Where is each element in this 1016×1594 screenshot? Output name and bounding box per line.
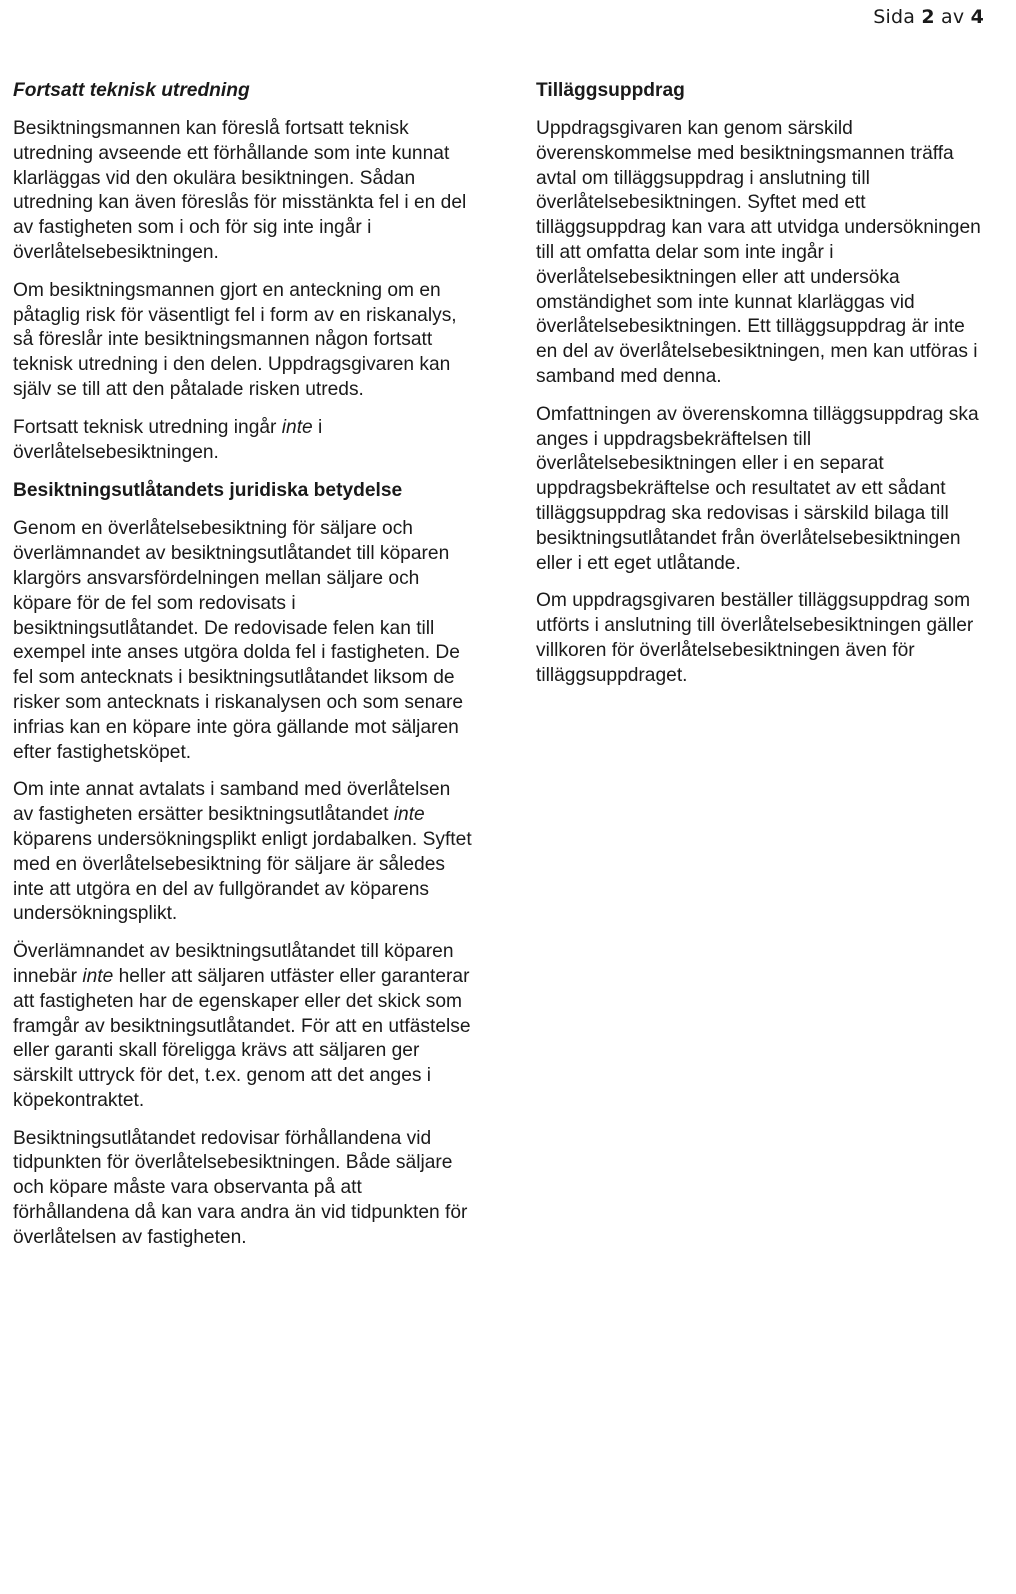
- paragraph-utfastelse: [13, 940, 473, 1114]
- text-segment: Om inte annat avtalats i samband med överlåtelsen av fastigheten ersätter besiktningsutlåtandet: [13, 779, 451, 826]
- page-number-total: 4: [970, 6, 984, 28]
- paragraph-tillaggsuppdrag-omfattning: Omfattningen av överenskomna tilläggsuppdrag ska anges i uppdragsbekräftelsen till överlåtelsebesiktningen eller i en separat uppdragsbekräftelse och resultatet av ett sådant tilläggsuppdrag ska redovisas i särskild bilaga till besiktningsutlåtandet från överlåtelsebesiktningen eller i ett eget utlåtande.: [536, 403, 979, 574]
- heading-juridisk-betydelse: Besiktningsutlåtandets juridiska betydelse: [13, 480, 403, 502]
- text-segment: Fortsatt teknisk utredning ingår: [13, 416, 282, 438]
- text-segment: i överlåtelsebesiktningen.: [13, 416, 323, 463]
- page-number: [873, 6, 984, 28]
- right-column: [536, 78, 986, 702]
- emphasis-inte: inte: [82, 965, 114, 987]
- paragraph-forhallanden: Besiktningsutlåtandet redovisar förhållandena vid tidpunkten för överlåtelsebesiktningen. Både säljare och köpare måste vara observanta på att förhållandena då kan vara andra än vid tidpunkten för överlåtelsen av fastigheten.: [13, 1127, 468, 1248]
- paragraph-undersokningsplikt: [13, 778, 473, 927]
- heading-tillaggsuppdrag: Tilläggsuppdrag: [536, 80, 685, 101]
- text-segment: Överlämnandet av besiktningsutlåtandet till köparen innebär: [13, 941, 454, 987]
- page-number-middle: av: [934, 6, 971, 28]
- text-segment: heller att säljaren utfäster eller garanterar att fastigheten har de egenskaper eller det skick som framgår av besiktningsutlåtandet. För att en utfästelse eller garanti skall föreligga krävs att säljaren ger särskilt uttryck för det, t.ex. genom att det anges i köpekontraktet.: [13, 965, 471, 1111]
- paragraph-utredning-forslag: Besiktningsmannen kan föreslå fortsatt teknisk utredning avseende ett förhållande som inte kunnat klarläggas vid den okulära besiktningen. Sådan utredning kan även föreslås för misstänkta fel i en del av fastigheten som i och för sig inte ingår i överlåtelsebesiktningen.: [13, 118, 467, 263]
- page-number-prefix: Sida: [873, 6, 922, 28]
- paragraph-ansvarsfordelning: Genom en överlåtelsebesiktning för säljare och överlämnandet av besiktningsutlåtandet till köparen klargörs ansvarsfördelningen mellan säljare och köpare för de fel som redovisats i besiktningsutlåtandet. De redovisade felen kan till exempel inte anses utgöra dolda fel i fastigheten. De fel som antecknats i besiktningsutlåtandet liksom de risker som antecknats i riskanalysen och som senare infrias kan en köpare inte göra gällande mot säljaren efter fastighetsköpet.: [13, 518, 464, 763]
- paragraph-tillaggsuppdrag-villkor: Om uppdragsgivaren beställer tilläggsuppdrag som utförts i anslutning till överlåtelsebesiktningen gäller villkoren för överlåtelsebesiktningen även för tilläggsuppdraget.: [536, 590, 974, 686]
- emphasis-inte: inte: [281, 416, 313, 438]
- paragraph-utredning-ingar-inte: [13, 416, 473, 466]
- paragraph-riskanalys: Om besiktningsmannen gjort en anteckning om en påtaglig risk för väsentligt fel i form av en riskanalys, så föreslår inte besiktningsmannen någon fortsatt teknisk utredning i den delen. Uppdragsgivaren kan själv se till att den påtalade risken utreds.: [13, 279, 457, 400]
- emphasis-inte: inte: [393, 804, 425, 826]
- page-number-current: 2: [921, 6, 935, 28]
- left-column: [13, 78, 473, 1264]
- heading-fortsatt-teknisk-utredning: Fortsatt teknisk utredning: [13, 80, 250, 101]
- paragraph-tillaggsuppdrag-avtal: Uppdragsgivaren kan genom särskild överenskommelse med besiktningsmannen träffa avtal om tilläggsuppdrag i anslutning till överlåtelsebesiktningen. Syftet med ett tilläggsuppdrag kan vara att utvidga undersökningen till att omfatta delar som inte ingår i överlåtelsebesiktningen eller att undersöka omständighet som inte kunnat klarläggas vid överlåtelsebesiktningen. Ett tilläggsuppdrag är inte en del av överlåtelsebesiktningen, men kan utföras i samband med denna.: [536, 118, 981, 387]
- text-segment: köparens undersökningsplikt enligt jordabalken. Syftet med en överlåtelsebesiktning för säljare är således inte att utgöra en del av fullgörandet av köparens undersökningsplikt.: [13, 828, 472, 925]
